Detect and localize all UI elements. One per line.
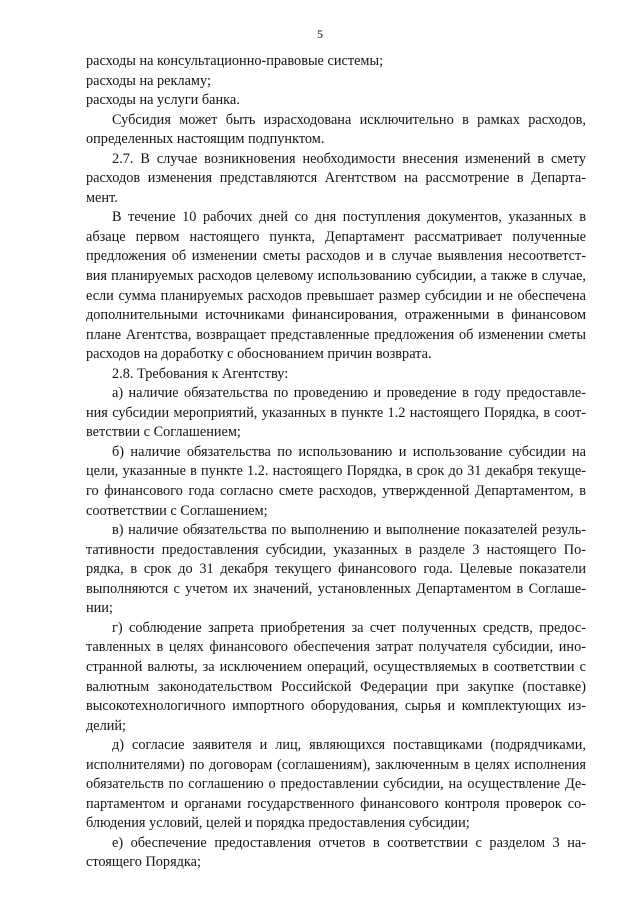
text-line: а) наличие обязательства по проведению и проведение в году предоставле- — [112, 385, 586, 402]
text-line: партаментом и органами государственного финансового контроля проверок со- — [86, 795, 586, 812]
text-line: ветствии с Соглашением; — [86, 424, 241, 441]
text-line: тавленных в целях финансового обеспечения затрат получателя субсидии, ино- — [86, 639, 586, 656]
text-line: стоящего Порядка; — [86, 854, 201, 871]
text-line: выполняются с учетом их значений, установленных Департаментом в Соглаше- — [86, 580, 586, 597]
text-line: блюдения условий, целей и порядка предоставления субсидии; — [86, 815, 470, 832]
text-line: делий; — [86, 717, 127, 734]
text-line: рядка, в срок до 31 декабря текущего финансового года. Целевые показатели — [86, 561, 586, 578]
text-line: тативности предоставления субсидии, указанных в разделе 3 настоящего По- — [86, 541, 586, 558]
text-line: предложения об изменении сметы расходов и в случае выявления несоответст- — [86, 248, 586, 265]
text-line: го финансового года согласно смете расходов, утвержденной Департаментом, в — [86, 483, 586, 500]
text-line: 2.7. В случае возникновения необходимости внесения изменений в смету — [112, 150, 586, 167]
paragraph — [86, 208, 586, 364]
text-line: абзаце первом настоящего пункта, Департамент рассматривает полученные — [86, 228, 586, 245]
text-line: В течение 10 рабочих дней со дня поступления документов, указанных в — [112, 209, 586, 226]
text-line: е) обеспечение предоставления отчетов в соответствии с разделом 3 на- — [112, 834, 586, 851]
text-line: расходы на рекламу; — [86, 72, 211, 89]
text-line: расходов на доработку с обоснованием причин возврата. — [86, 346, 432, 363]
paragraph — [86, 521, 586, 619]
paragraph — [86, 52, 586, 111]
paragraph — [86, 384, 586, 443]
text-line: странной валюты, за исключением операций, осуществляемых в соответствии с — [86, 658, 586, 675]
page-number: 5 — [317, 27, 323, 41]
paragraph — [86, 150, 586, 209]
text-line: цели, указанные в пункте 1.2. настоящего Порядка, в срок до 31 декабря текуще- — [86, 463, 586, 480]
text-line: обязательств по соглашению о предоставлении субсидии, на осуществление Де- — [86, 776, 586, 793]
text-line: плане Агентства, возвращает представленные предложения об изменении сметы — [86, 326, 586, 343]
paragraph — [86, 834, 586, 873]
text-line: валютным законодательством Российской Федерации при закупке (поставке) — [86, 678, 586, 695]
paragraph — [86, 736, 586, 834]
document-body — [86, 52, 586, 873]
text-line: Субсидия может быть израсходована исключительно в рамках расходов, — [112, 111, 586, 128]
text-line: соответствии с Соглашением; — [86, 502, 268, 519]
paragraph — [86, 619, 586, 736]
text-line: если сумма планируемых расходов превышает размер субсидии и не обеспечена — [86, 287, 586, 304]
text-line: расходы на консультационно-правовые системы; — [86, 53, 384, 69]
text-line: 2.8. Требования к Агентству: — [112, 365, 289, 382]
text-line: расходов изменения представляются Агентством на рассмотрение в Департа- — [86, 170, 586, 187]
text-line: определенных настоящим подпунктом. — [86, 131, 325, 148]
text-line: б) наличие обязательства по использованию и использование субсидии на — [112, 443, 586, 460]
text-line: в) наличие обязательства по выполнению и выполнение показателей резуль- — [112, 522, 586, 539]
paragraph — [86, 443, 586, 521]
text-line: вия планируемых расходов целевому использованию субсидии, а также в случае, — [86, 268, 586, 285]
paragraph — [86, 365, 586, 385]
text-line: г) соблюдение запрета приобретения за счет полученных средств, предос- — [112, 619, 586, 636]
text-line: исполнителями) по договорам (соглашениям), заключенным в целях исполнения — [86, 756, 586, 773]
text-line: дополнительными источниками финансирования, отраженными в финансовом — [86, 307, 586, 324]
text-line: нии; — [86, 600, 113, 617]
text-line: ния субсидии мероприятий, указанных в пункте 1.2 настоящего Порядка, в соот- — [86, 404, 586, 421]
text-line: высокотехнологичного импортного оборудования, сырья и комплектующих из- — [86, 698, 586, 715]
text-line: мент. — [86, 189, 118, 206]
paragraph — [86, 111, 586, 150]
text-line: д) согласие заявителя и лиц, являющихся поставщиками (подрядчиками, — [112, 737, 586, 754]
text-line: расходы на услуги банка. — [86, 92, 240, 109]
